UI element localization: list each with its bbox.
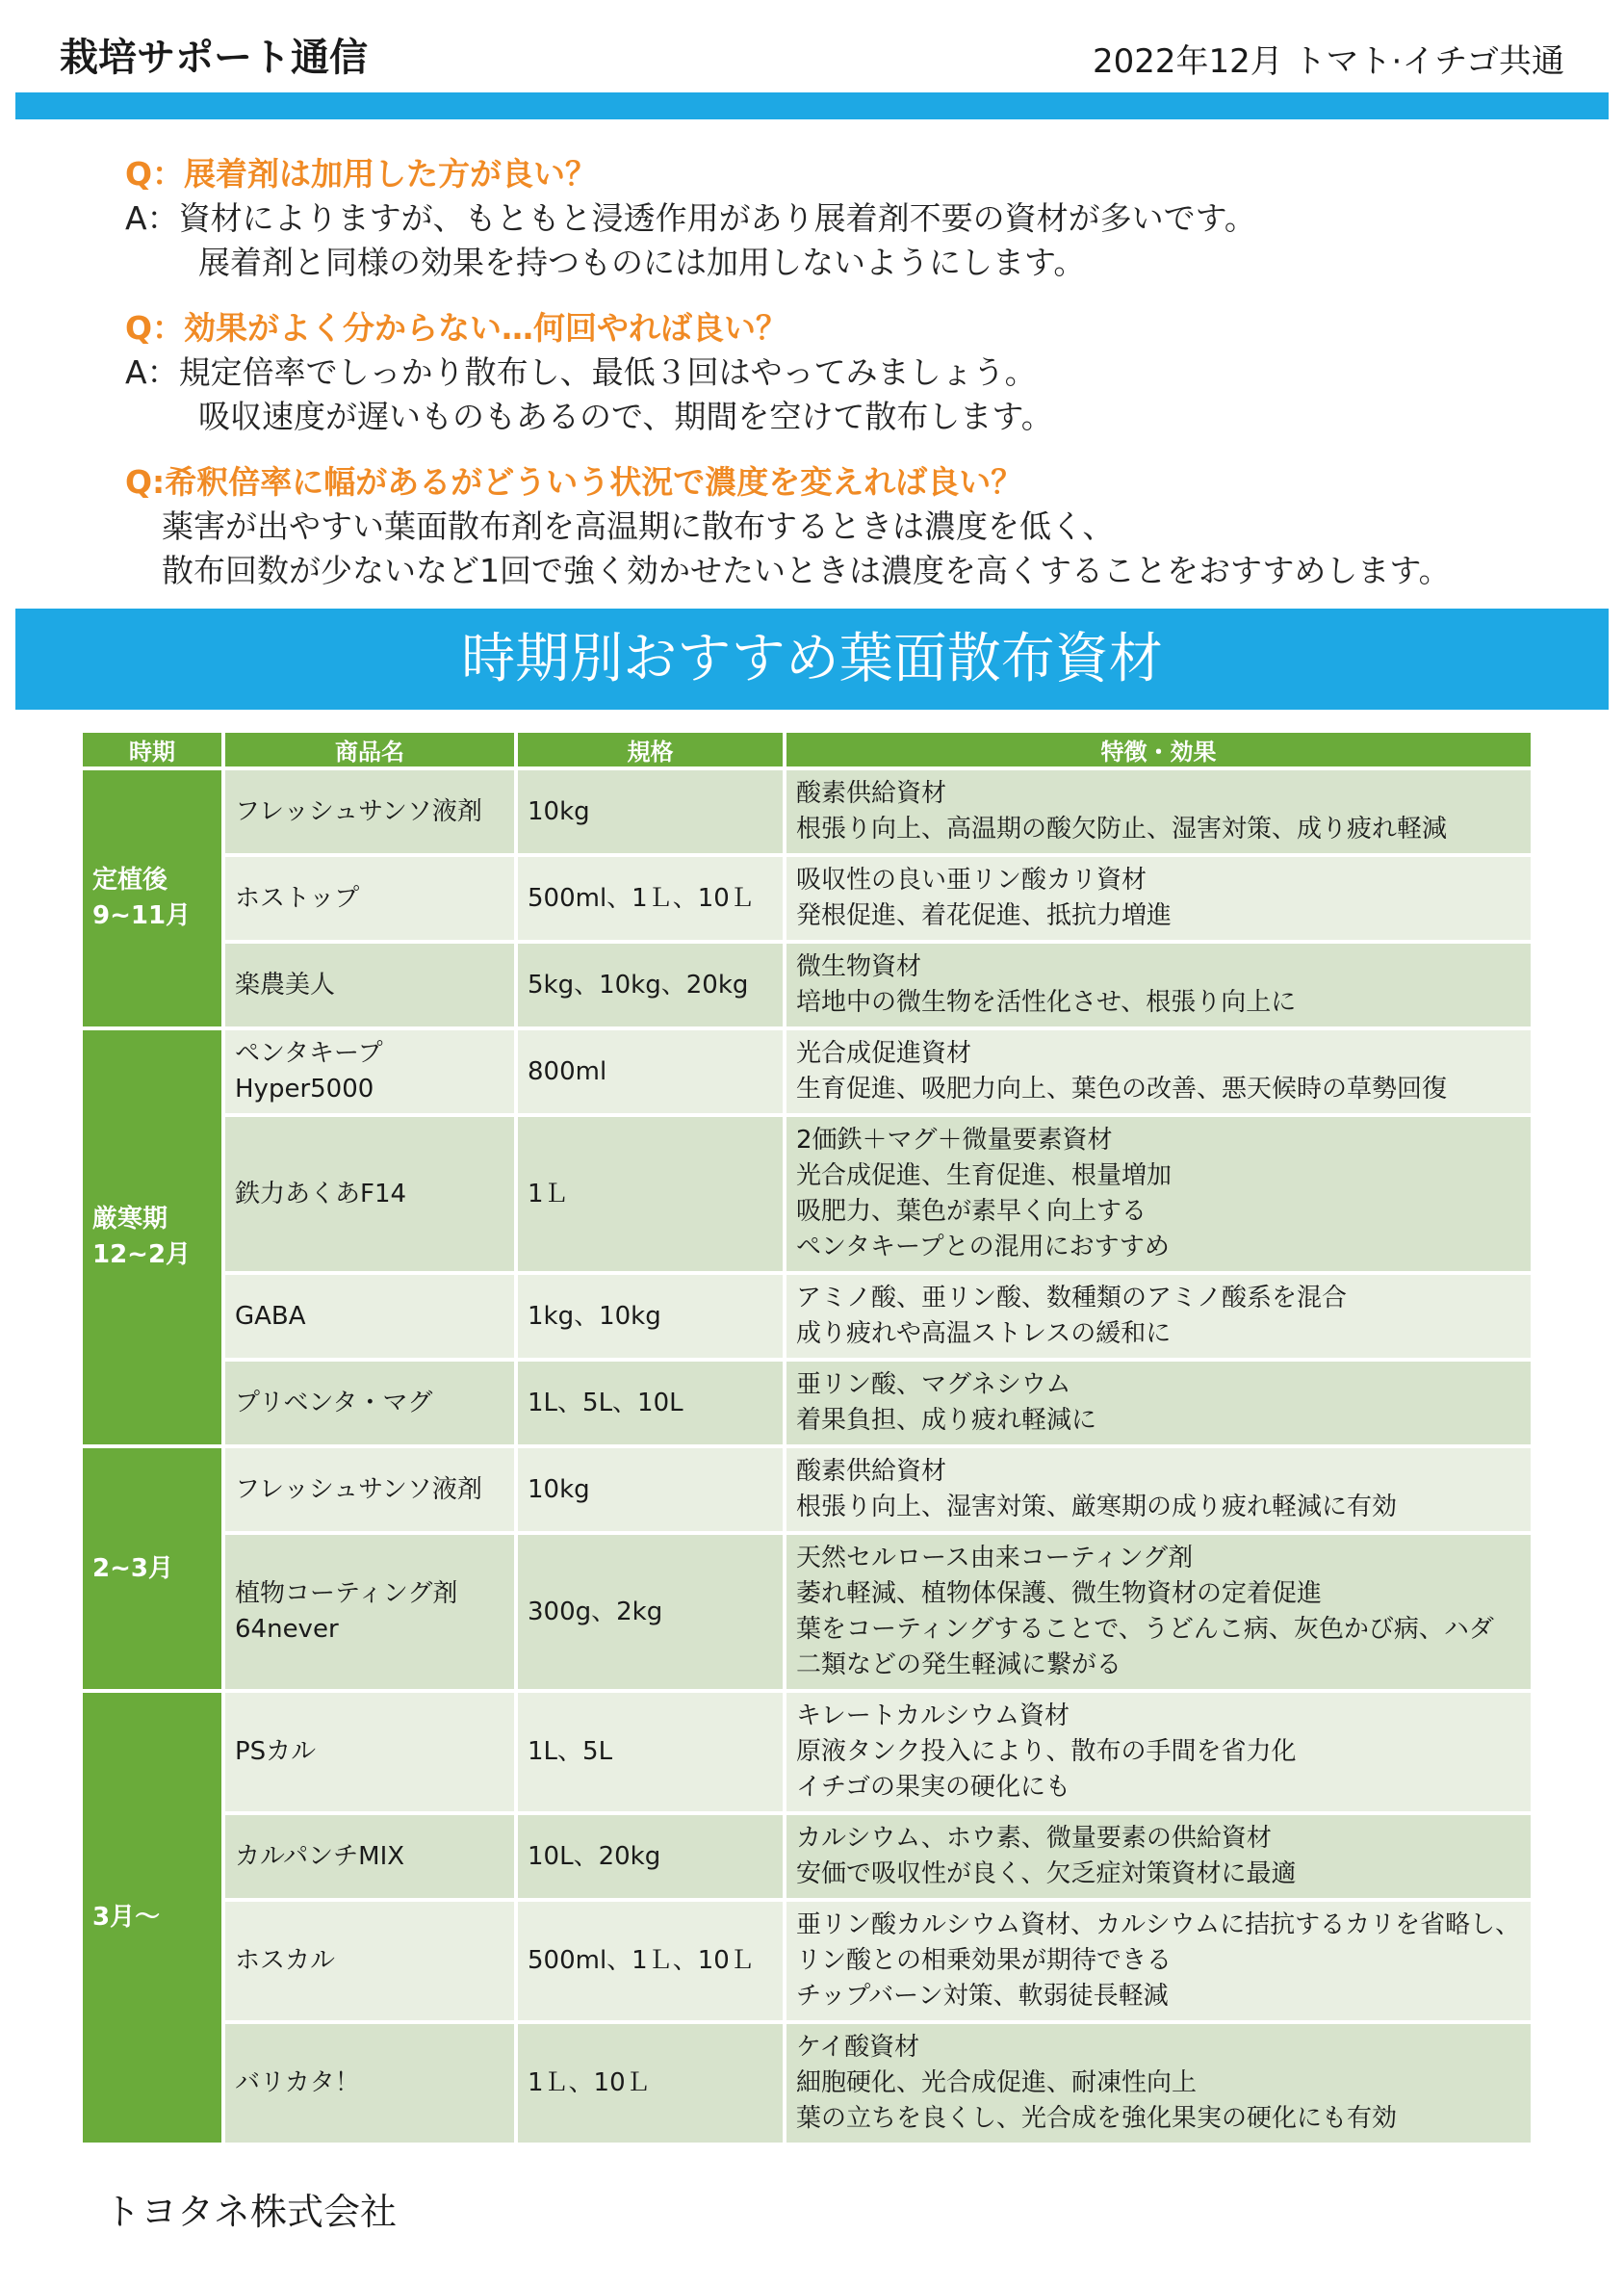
product-name: ホストップ	[225, 857, 514, 940]
product-features	[786, 944, 1531, 1026]
feature-line: 光合成促進、生育促進、根量増加	[796, 1161, 1173, 1190]
feature-line: ケイ酸資材	[796, 2033, 920, 2062]
table-header-row	[83, 733, 1531, 766]
feature-line: 吸収性の良い亜リン酸カリ資材	[796, 866, 1147, 895]
answer-1-line1: A：資材によりますが、もともと浸透作用があり展着剤不要の資材が多いです。	[125, 199, 1256, 237]
feature-line: 根張り向上、高温期の酸欠防止、湿害対策、成り疲れ軽減	[796, 815, 1448, 844]
product-features	[786, 1117, 1531, 1271]
feature-line: イチゴの果実の硬化にも	[796, 1773, 1070, 1802]
product-features	[786, 1030, 1531, 1113]
table-row	[83, 1117, 1531, 1271]
product-spec: 300g、2kg	[518, 1535, 783, 1689]
question-1: Q：展着剤は加用した方が良い？	[125, 155, 598, 193]
answer-2-line1: A：規定倍率でしっかり散布し、最低３回はやってみましょう。	[125, 353, 1037, 391]
feature-line: 酸素供給資材	[796, 1457, 947, 1486]
product-features	[786, 1815, 1531, 1898]
product-spec: 1Ｌ、10Ｌ	[518, 2024, 783, 2143]
product-spec: 10L、20kg	[518, 1815, 783, 1898]
materials-table	[79, 729, 1534, 2146]
feature-line: 微生物資材	[796, 952, 922, 981]
feature-line: カルシウム、ホウ素、微量要素の供給資材	[796, 1824, 1272, 1853]
product-spec: 800ml	[518, 1030, 783, 1113]
period-cell	[83, 1030, 221, 1444]
feature-line: 生育促進、吸肥力向上、葉色の改善、悪天候時の草勢回復	[796, 1075, 1448, 1104]
period-cell	[83, 1448, 221, 1689]
product-name: GABA	[225, 1275, 514, 1358]
feature-line: 二類などの発生軽減に繋がる	[796, 1650, 1122, 1679]
feature-line: リン酸との相乗効果が期待できる	[796, 1946, 1173, 1975]
section-banner: 時期別おすすめ葉面散布資材	[15, 609, 1609, 710]
product-name: カルパンチMIX	[225, 1815, 514, 1898]
product-features	[786, 1902, 1531, 2020]
company-name: トヨタネ株式会社	[104, 2191, 398, 2233]
product-spec: 10kg	[518, 1448, 783, 1531]
header-product: 商品名	[225, 733, 514, 766]
feature-line: 培地中の微生物を活性化させ、根張り向上に	[796, 988, 1297, 1017]
feature-line: 酸素供給資材	[796, 779, 947, 808]
product-features	[786, 1535, 1531, 1689]
feature-line: 細胞硬化、光合成促進、耐凍性向上	[796, 2068, 1198, 2097]
table-row	[83, 1275, 1531, 1358]
feature-line: 安価で吸収性が良く、欠乏症対策資材に最適	[796, 1859, 1297, 1888]
product-name: ペンタキープ Hyper5000	[225, 1030, 514, 1113]
table-row	[83, 1030, 1531, 1113]
table-row	[83, 1902, 1531, 2020]
feature-line: 2価鉄＋マグ＋微量要素資材	[796, 1126, 1113, 1155]
product-name: 植物コーティング剤 64never	[225, 1535, 514, 1689]
feature-line: ペンタキープとの混用におすすめ	[796, 1233, 1170, 1261]
feature-line: 原液タンク投入により、散布の手間を省力化	[796, 1737, 1297, 1766]
table-row	[83, 1448, 1531, 1531]
table-row	[83, 2024, 1531, 2143]
product-name: ホスカル	[225, 1902, 514, 2020]
product-spec: 1Ｌ	[518, 1117, 783, 1271]
table-row	[83, 857, 1531, 940]
product-spec: 10kg	[518, 770, 783, 853]
feature-line: 根張り向上、湿害対策、厳寒期の成り疲れ軽減に有効	[796, 1493, 1398, 1521]
header-bar	[15, 92, 1609, 119]
question-3: Q:希釈倍率に幅があるがどういう状況で濃度を変えれば良い？	[125, 463, 1023, 501]
feature-line: 光合成促進資材	[796, 1039, 972, 1068]
product-features	[786, 1362, 1531, 1444]
table-row	[83, 1362, 1531, 1444]
product-spec: 1L、5L	[518, 1693, 783, 1811]
product-name: 鉄力あくあF14	[225, 1117, 514, 1271]
feature-line: 着果負担、成り疲れ軽減に	[796, 1406, 1097, 1435]
feature-line: 葉の立ちを良くし、光合成を強化果実の硬化にも有効	[796, 2104, 1398, 2133]
answer-1-line2: 展着剤と同様の効果を持つものには加用しないようにします。	[198, 244, 1086, 281]
product-name: PSカル	[225, 1693, 514, 1811]
product-features	[786, 770, 1531, 853]
table-body	[83, 770, 1531, 2143]
period-label: 2~3月	[92, 1553, 173, 1583]
product-name: プリベンタ・マグ	[225, 1362, 514, 1444]
product-spec: 500ml、1Ｌ、10Ｌ	[518, 1902, 783, 2020]
product-spec: 1L、5L、10L	[518, 1362, 783, 1444]
product-features	[786, 1448, 1531, 1531]
answer-3-line2: 散布回数が少ないなど1回で強く効かせたいときは濃度を高くすることをおすすめします。	[162, 552, 1451, 589]
period-cell	[83, 1693, 221, 2143]
feature-line: アミノ酸、亜リン酸、数種類のアミノ酸系を混合	[796, 1284, 1348, 1312]
question-2: Q：効果がよく分からない…何回やれば良い？	[125, 309, 788, 347]
product-features	[786, 1275, 1531, 1358]
feature-line: 成り疲れや高温ストレスの緩和に	[796, 1319, 1172, 1348]
header-spec: 規格	[518, 733, 783, 766]
product-spec: 500ml、1Ｌ、10Ｌ	[518, 857, 783, 940]
feature-line: 葉をコーティングすることで、うどんこ病、灰色かび病、ハダ	[796, 1615, 1494, 1644]
qa-section	[125, 152, 1588, 593]
table-row	[83, 1535, 1531, 1689]
product-name: フレッシュサンソ液剤	[225, 770, 514, 853]
table-row	[83, 770, 1531, 853]
period-label: 定植後	[92, 866, 168, 895]
answer-2-line2: 吸収速度が遅いものもあるので、期間を空けて散布します。	[198, 398, 1053, 435]
product-features	[786, 857, 1531, 940]
issue-date-crops: 2022年12月 トマト·イチゴ共通	[1092, 42, 1564, 81]
period-label: 3月～	[92, 1903, 161, 1932]
header-features: 特徴・効果	[786, 733, 1531, 766]
period-months: 9~11月	[92, 901, 192, 930]
product-features	[786, 2024, 1531, 2143]
product-features	[786, 1693, 1531, 1811]
feature-line: 萎れ軽減、植物体保護、微生物資材の定着促進	[796, 1579, 1323, 1608]
product-spec: 5kg、10kg、20kg	[518, 944, 783, 1026]
product-name: バリカタ！	[225, 2024, 514, 2143]
table-row	[83, 1693, 1531, 1811]
product-name: 楽農美人	[225, 944, 514, 1026]
period-label: 厳寒期	[92, 1205, 168, 1234]
header-period: 時期	[83, 733, 221, 766]
product-name: フレッシュサンソ液剤	[225, 1448, 514, 1531]
answer-3-line1: 薬害が出やすい葉面散布剤を高温期に散布するときは濃度を低く、	[162, 507, 1115, 545]
product-spec: 1kg、10kg	[518, 1275, 783, 1358]
feature-line: 亜リン酸、マグネシウム	[796, 1370, 1071, 1399]
feature-line: キレートカルシウム資材	[796, 1702, 1070, 1730]
feature-line: 天然セルロース由来コーティング剤	[796, 1544, 1194, 1572]
feature-line: チップバーン対策、軟弱徒長軽減	[796, 1982, 1169, 2011]
feature-line: 亜リン酸カルシウム資材、カルシウムに拮抗するカリを省略し、	[796, 1910, 1521, 1939]
table-row	[83, 944, 1531, 1026]
period-months: 12~2月	[92, 1240, 192, 1269]
period-cell	[83, 770, 221, 1026]
feature-line: 発根促進、着花促進、抵抗力増進	[796, 901, 1173, 930]
table-row	[83, 1815, 1531, 1898]
feature-line: 吸肥力、葉色が素早く向上する	[796, 1197, 1147, 1226]
newsletter-title: 栽培サポート通信	[60, 36, 368, 80]
